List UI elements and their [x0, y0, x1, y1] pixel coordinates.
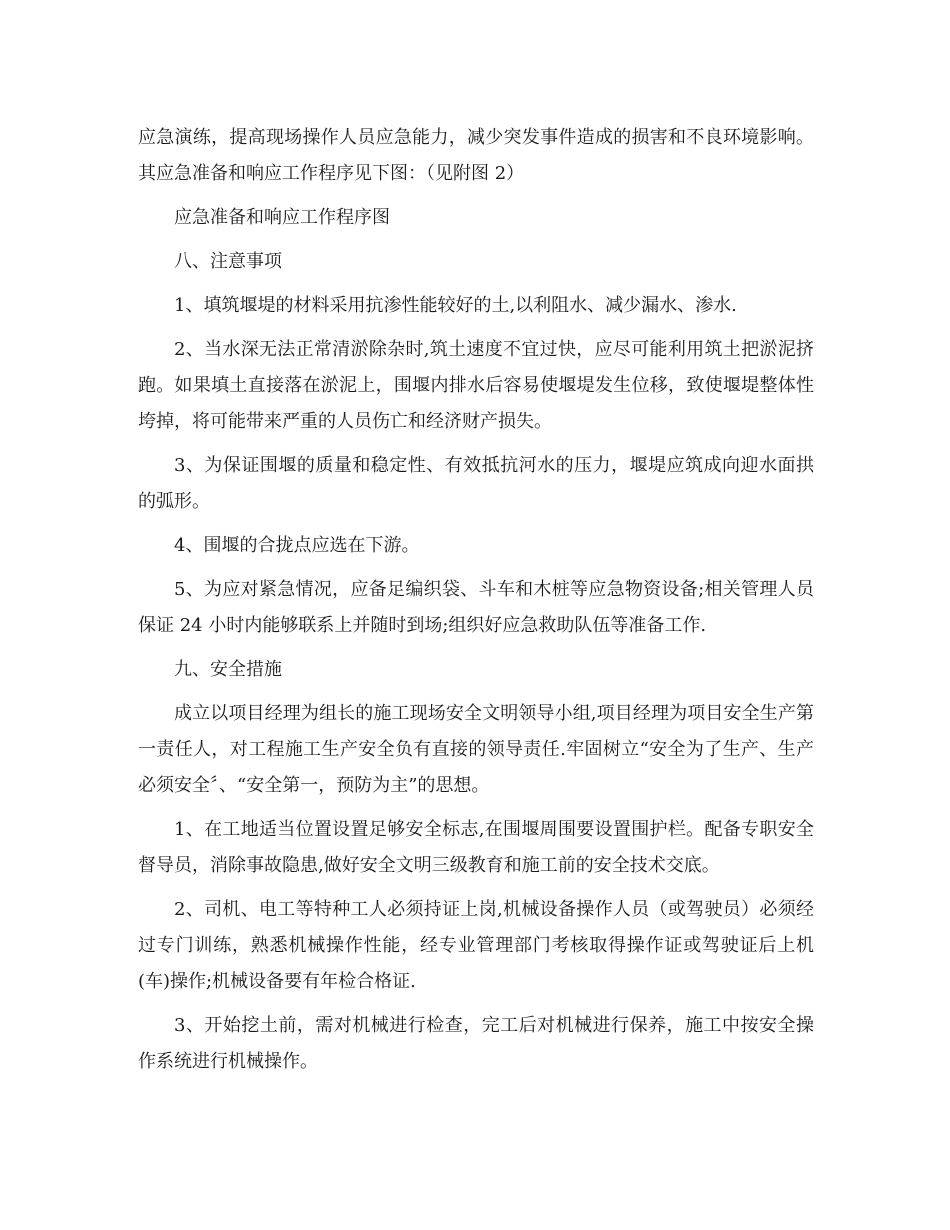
- figure-caption: 应急准备和响应工作程序图: [174, 207, 390, 228]
- paragraph-safety-3: 3、开始挖土前，需对机械进行检查，完工后对机械进行保养，施工中按安全操作系统进行机械操作。: [138, 1015, 814, 1072]
- paragraph-safety-1: 1、在工地适当位置设置足够安全标志,在围堰周围要设置围护栏。配备专职安全督导员，消除事故隐患,做好安全文明三级教育和施工前的安全技术交底。: [138, 819, 814, 876]
- paragraph-drill-intro: 应急演练，提高现场操作人员应急能力，减少突发事件造成的损害和不良环境影响。其应急准备和响应工作程序见下图：（见附图 2）: [138, 127, 814, 184]
- section-heading-precautions: 八、注意事项: [174, 251, 282, 272]
- paragraph-precaution-3: 3、为保证围堰的质量和稳定性、有效抵抗河水的压力，堰堤应筑成向迎水面拱的弧形。: [138, 455, 814, 512]
- paragraph-safety-2: 2、司机、电工等特种工人必须持证上岗,机械设备操作人员（或驾驶员）必须经过专门训练，熟悉机械操作性能，经专业管理部门考核取得操作证或驾驶证后上机(车)操作;机械设备要有年检合格证.: [138, 899, 814, 992]
- paragraph-precaution-1: 1、填筑堰堤的材料采用抗渗性能较好的土,以利阻水、减少漏水、渗水.: [174, 295, 737, 316]
- paragraph-precaution-5: 5、为应对紧急情况，应备足编织袋、斗车和木桩等应急物资设备;相关管理人员保证 24 小时内能够联系上并随时到场;组织好应急救助队伍等准备工作.: [138, 579, 814, 636]
- section-heading-safety: 九、安全措施: [174, 659, 282, 680]
- paragraph-safety-intro: 成立以项目经理为组长的施工现场安全文明领导小组,项目经理为项目安全生产第一责任人，对工程施工生产安全负有直接的领导责任.牢固树立“安全为了生产、生产必须安全〞、“安全第一，预防为主”的思想。: [138, 703, 814, 796]
- paragraph-precaution-2: 2、当水深无法正常清淤除杂时,筑土速度不宜过快，应尽可能利用筑土把淤泥挤跑。如果填土直接落在淤泥上，围堰内排水后容易使堰堤发生位移，致使堰堤整体性垮掉，将可能带来严重的人员伤亡和经济财产损失。: [138, 339, 814, 432]
- document-body: [138, 120, 814, 1088]
- paragraph-precaution-4: 4、围堰的合拢点应选在下游。: [174, 535, 420, 556]
